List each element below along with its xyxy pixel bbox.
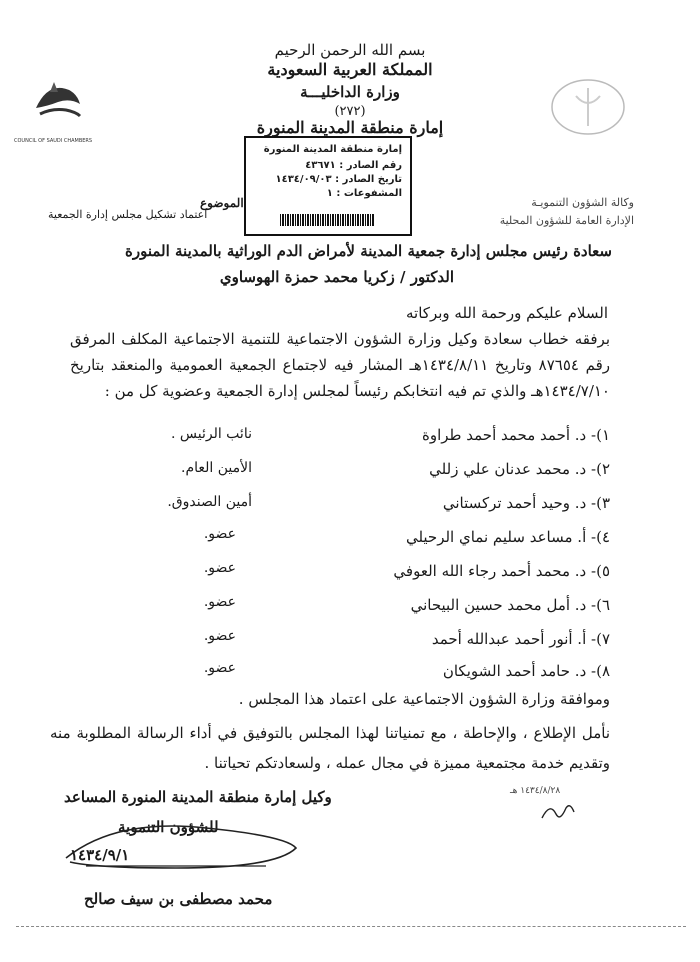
footer-divider	[16, 926, 686, 927]
intro-paragraph: برفقه خطاب سعادة وكيل وزارة الشؤون الاجتماعية للتنمية الاجتماعية المكلف المرفق رقم ٨٧٦٥٤ وتاريخ ١٤٣٤/٨/١١هـ المشار فيه لاجتماع الجمعية العمومية والمنعقد بتاريخ ١٤٣٤/٧/١٠هـ والذي تم فيه انتخابكم رئيساً لمجلس إدارة الجمعية وعضوية كل من :	[70, 330, 610, 400]
stamp-title: إمارة منطقة المدينة المنورة	[263, 144, 402, 155]
member-role: نائب الرئيس .	[170, 426, 252, 442]
logo-caption: COUNCIL OF SAUDI CHAMBERS	[14, 138, 93, 144]
member-role: الأمين العام.	[181, 460, 252, 476]
stamp-attachments-label: المشفوعات	[343, 188, 402, 199]
list-item: ٥)- د. محمد أحمد رجاء الله العوفي	[393, 562, 610, 580]
signature-icon	[56, 808, 306, 878]
barcode-icon	[280, 214, 374, 226]
emblem-seal-icon	[548, 76, 628, 138]
stamp-ref-row: رقم الصادر : ٤٣٦٧١	[305, 160, 402, 171]
greeting: السلام عليكم ورحمة الله وبركاته	[406, 304, 608, 322]
stamp-date-row: تاريخ الصادر : ١٤٣٤/٠٩/٠٣	[275, 174, 402, 185]
member-role: أمين الصندوق.	[167, 494, 252, 510]
agency-line-1: وكالة الشؤون التنمويـة	[531, 196, 634, 209]
kingdom-title: المملكة العربية السعودية	[267, 60, 433, 79]
stamp-date-label: تاريخ الصادر	[342, 174, 402, 185]
member-role: عضو.	[203, 594, 236, 610]
handwritten-date: ١٤٣٤/٨/٢٨ هـ	[510, 786, 561, 796]
basmala: بسم الله الرحمن الرحيم	[274, 41, 426, 59]
signatory-subtitle: للشؤون التنموية	[118, 818, 219, 836]
member-role: عضو.	[203, 560, 236, 576]
stamp-attachments-value: ١	[326, 188, 333, 199]
list-item: ٣)- د. وحيد أحمد تركستاني	[442, 494, 610, 512]
chamber-logo-icon	[32, 78, 84, 124]
initials-scribble-icon	[538, 798, 578, 828]
letterhead	[230, 0, 470, 140]
outgoing-stamp	[244, 136, 412, 236]
ministry-title: وزارة الداخليـــة	[300, 83, 400, 101]
signatory-title: وكيل إمارة منطقة المدينة المنورة المساعد	[64, 788, 332, 806]
signature-date: ١٤٣٤/٩/١	[70, 846, 130, 864]
agency-block	[500, 194, 634, 230]
list-item: ٧)- أ. أنور أحمد عبدالله أحمد	[431, 630, 610, 648]
signatory-name: محمد مصطفى بن سيف صالح	[84, 890, 273, 908]
doctor-name: الدكتور / زكريا محمد حمزة الهوساوي	[219, 268, 454, 286]
subject-text: اعتماد تشكيل مجلس إدارة الجمعية	[48, 208, 208, 221]
stamp-ref-value: ٤٣٦٧١	[305, 160, 336, 171]
stamp-date-value: ١٤٣٤/٠٩/٠٣	[275, 174, 332, 185]
list-item: ٤)- أ. مساعد سليم نماي الرحيلي	[405, 528, 610, 546]
addressee: سعادة رئيس مجلس إدارة جمعية المدينة لأمراض الدم الوراثية بالمدينة المنورة	[124, 242, 612, 260]
subject-label: الموضوع	[200, 196, 244, 210]
member-role: عضو.	[203, 628, 236, 644]
list-item: ٦)- د. أمل محمد حسين البيحاني	[410, 596, 610, 614]
member-role: عضو.	[203, 526, 236, 542]
stamp-ref-label: رقم الصادر	[346, 160, 402, 171]
approval-text: وموافقة وزارة الشؤون الاجتماعية على اعتماد هذا المجلس .	[238, 690, 610, 708]
agency-line-2: الإدارة العامة للشؤون المحلية	[499, 214, 634, 227]
stamp-attachments-row: المشفوعات : ١	[326, 188, 402, 199]
closing-text: نأمل الإطلاع ، والإحاطة ، مع تمنياتنا لهذا المجلس بالتوفيق في أداء الرسالة المطلوبة منه وتقديم خدمة مجتمعية مميزة في مجال عمله ، ولسعادتكم تحياتنا .	[50, 724, 610, 772]
list-item: ٨)- د. حامد أحمد الشويكان	[442, 662, 610, 680]
member-role: عضو.	[203, 660, 236, 676]
header-number: (٢٧٢)	[334, 104, 366, 119]
department-title: إمارة منطقة المدينة المنورة	[256, 118, 444, 137]
list-item: ٢)- د. محمد عدنان علي زللي	[429, 460, 610, 478]
list-item: ١)- د. أحمد محمد أحمد طراوة	[422, 426, 610, 444]
